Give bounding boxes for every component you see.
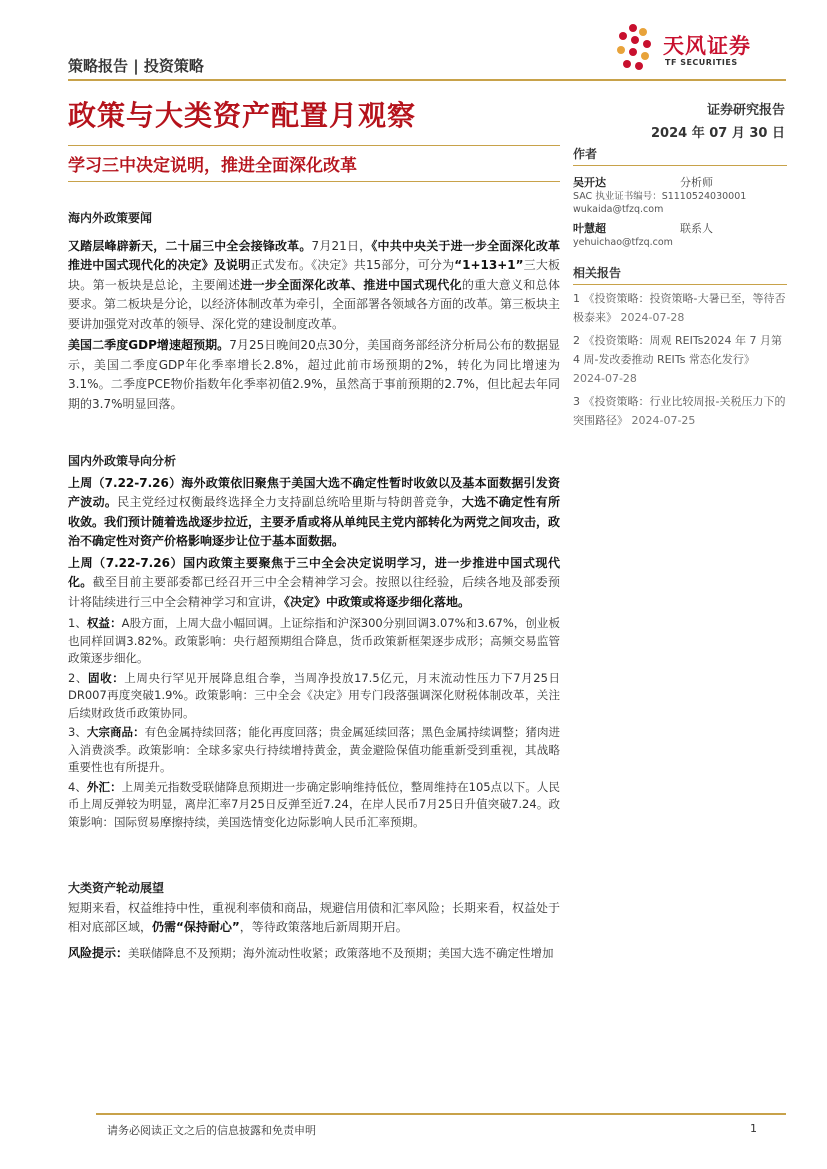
related-report-title[interactable]: 2 《投资策略：周观 REITs2024 年 7 月第 4 周-发改委推动 REITs 常态化发行》	[573, 334, 782, 366]
report-category: 策略报告 | 投资策略	[68, 57, 204, 75]
section-title: 大类资产轮动展望	[68, 881, 165, 895]
company-logo	[611, 22, 771, 72]
list-item-fx: 4、外汇：上周美元指数受联储降息预期进一步确定影响维持低位，整周维持在105点以下。人民币上周反弹较为明显，离岸汇率7月25日反弹至近7.24，在岸人民币7月25日升值突破7.24。政策影响：国际贸易摩擦持续，美国选情变化边际影响人民币汇率预期。	[68, 779, 560, 829]
paragraph-outlook: 短期来看，权益维持中性，重视利率债和商品，规避信用债和汇率风险；长期来看，权益处于相对底部区域，仍需“保持耐心”，等待政策落地后新周期开启。	[68, 900, 561, 934]
header-divider	[68, 79, 786, 81]
disclaimer-notice: 请务必阅读正文之后的信息披露和免责申明	[107, 1124, 316, 1137]
section-asset-outlook	[68, 879, 560, 938]
related-report-date: 2024-07-28	[573, 372, 637, 385]
paragraph-overseas-policy: 上周（7.22-7.26）海外政策依旧聚焦于美国大选不确定性暂时收敛以及基本面数据引发资产波动。民主党经过权衡最终选择全力支持副总统哈里斯与特朗普竞争，大选不确定性有所收敛。我们预计随着选战逐步拉近，主要矛盾或将从单纯民主党内部转化为两党之间攻击，政治不确定性对资产价格影响逐步让位于基本面数据。	[68, 475, 561, 548]
author-email[interactable]: yehuichao@tfzq.com	[573, 237, 673, 248]
related-report-item[interactable]	[573, 331, 787, 388]
list-item-fixed-income: 2、固收：上周央行罕见开展降息组合拳，当周净投放17.5亿元，月末流动性压力下7月25日DR007再度突破1.9%。政策影响：三中全会《决定》用专门段落强调深化财税体制改革，关注后续财政货币政策协同。	[68, 670, 560, 720]
author-cert: SAC 执业证书编号：S1110524030001	[573, 191, 747, 202]
page-number: 1	[750, 1122, 757, 1135]
related-report-item[interactable]	[573, 392, 787, 430]
related-heading: 相关报告	[573, 264, 787, 285]
related-report-date: 2024-07-28	[620, 311, 685, 324]
logo-text-cn: 天风证券	[663, 34, 751, 58]
risk-text: 美联储降息不及预期；海外流动性收紧；政策落地不及预期；美国大选不确定性增加	[128, 946, 554, 960]
section-title: 国内外政策导向分析	[68, 454, 177, 468]
authors-heading: 作者	[573, 145, 787, 166]
author-name: 吴开达	[573, 176, 606, 189]
related-report-title[interactable]: 3 《投资策略：行业比较周报-关税压力下的突围路径》	[573, 395, 786, 427]
paragraph-domestic-policy: 上周（7.22-7.26）国内政策主要聚焦于三中全会决定说明学习，进一步推进中国式现代化。截至目前主要部委都已经召开三中全会精神学习会。按照以往经验，后续各地及部委预计将陆续进行三中全会精神学习和宣讲，《决定》中政策或将逐步细化落地。	[68, 555, 560, 609]
author-card	[573, 174, 787, 216]
report-date: 2024 年 07 月 30 日	[651, 126, 785, 141]
page-title: 政策与大类资产配置月观察	[68, 99, 417, 132]
logo-mark-icon	[611, 22, 661, 72]
report-type: 证券研究报告	[706, 103, 785, 118]
paragraph-us-gdp: 美国二季度GDP增速超预期。7月25日晚间20点30分，美国商务部经济分析局公布的数据显示，美国二季度GDP年化季率增长2.8%，超过此前市场预期的2%，转化为同比增速为3.1%。二季度PCE物价指数年化季率初值2.9%，虽然高于事前预期的2.7%，但比起去年同期的3.7%明显回落。	[68, 338, 560, 411]
authors-panel	[573, 145, 787, 249]
risk-label: 风险提示：	[68, 946, 129, 960]
author-email[interactable]: wukaida@tfzq.com	[573, 204, 664, 215]
author-role: 联系人	[680, 222, 713, 235]
related-report-item[interactable]	[573, 289, 787, 327]
section-overseas-news	[68, 209, 573, 414]
title-divider	[68, 145, 560, 146]
section-policy-analysis	[68, 452, 560, 831]
author-card	[573, 220, 787, 249]
logo-text-en: TF SECURITIES	[665, 58, 738, 67]
related-reports-panel	[573, 264, 787, 430]
risk-warning	[68, 944, 560, 964]
section-title: 海内外政策要闻	[68, 211, 153, 225]
paragraph-third-plenum: 又踏层峰辟新天，二十届三中全会接锋改革。7月21日，《中共中央关于进一步全面深化改革 推进中国式现代化的决定》及说明正式发布。《决定》共15部分，可分为“1+13+1”三大板块。第一板块是总论，主要阐述进一步全面深化改革、推进中国式现代化的重大意义和总体要求。第二板块是分论，以经济体制改革为牵引，全面部署各领域各方面的改革。第三板块主要讲加强党对改革的领导、深化党的建设制度改革。	[68, 238, 573, 331]
list-item-equity: 1、权益：A股方面，上周大盘小幅回调。上证综指和沪深300分别回调3.07%和3.67%，创业板也同样回调3.82%。政策影响：央行超预期组合降息，货币政策新框架逐步成形；高频交易监管政策逐步细化。	[68, 616, 560, 665]
related-report-title[interactable]: 1 《投资策略：投资策略-大暑已至，等待否极泰来》	[573, 292, 786, 324]
author-name: 叶慧超	[573, 222, 606, 235]
related-report-date: 2024-07-25	[631, 414, 696, 427]
footer-divider	[96, 1113, 786, 1115]
page-subtitle: 学习三中决定说明，推进全面深化改革	[68, 156, 357, 176]
subtitle-divider	[68, 181, 560, 182]
list-item-commodities: 3、大宗商品：有色金属持续回落；能化再度回落；贵金属延续回落；黑色金属持续调整；猪肉进入消费淡季。政策影响：全球多家央行持续增持黄金，黄金避险保值功能重新受到重视，其战略重要性也有所提升。	[68, 725, 560, 774]
author-role: 分析师	[680, 176, 713, 189]
